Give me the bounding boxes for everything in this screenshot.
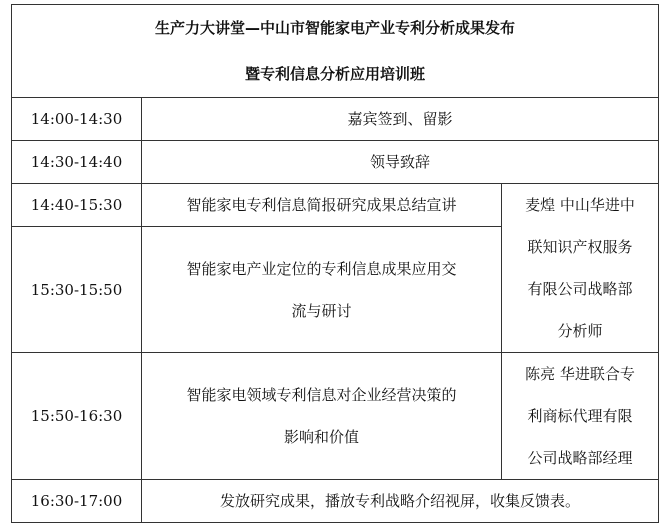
topic-line: 影响和价值 <box>283 428 359 446</box>
table-row <box>12 98 659 141</box>
speaker-line: 有限公司战略部 <box>527 280 633 298</box>
topic-cell: 发放研究成果，播放专利战略介绍视屏，收集反馈表。 <box>142 480 659 523</box>
table-row <box>12 480 659 523</box>
title-line-2: 暨专利信息分析应用培训班 <box>245 65 426 83</box>
title-line-1: 生产力大讲堂—中山市智能家电产业专利分析成果发布 <box>155 19 516 37</box>
schedule-title <box>12 5 659 98</box>
topic-cell <box>142 227 502 353</box>
speaker-line: 分析师 <box>557 322 603 340</box>
speaker-line: 利商标代理有限 <box>527 407 633 425</box>
topic-cell: 嘉宾签到、留影 <box>142 98 659 141</box>
time-cell: 14:00-14:30 <box>12 98 142 141</box>
speaker-line: 联知识产权服务 <box>527 238 633 256</box>
time-cell: 16:30-17:00 <box>12 480 142 523</box>
speaker-line: 公司战略部经理 <box>527 449 633 467</box>
speaker-cell <box>502 184 659 353</box>
time-cell: 15:30-15:50 <box>12 227 142 353</box>
table-row <box>12 141 659 184</box>
speaker-line: 麦煌 中山华进中 <box>525 196 635 214</box>
topic-cell: 智能家电专利信息简报研究成果总结宣讲 <box>142 184 502 227</box>
speaker-line: 陈亮 华进联合专 <box>525 365 635 383</box>
speaker-cell <box>502 353 659 480</box>
schedule-table <box>11 4 659 523</box>
topic-cell <box>142 353 502 480</box>
time-cell: 14:40-15:30 <box>12 184 142 227</box>
topic-line: 流与研讨 <box>291 301 352 320</box>
topic-line: 智能家电产业定位的专利信息成果应用交 <box>186 259 457 278</box>
time-cell: 15:50-16:30 <box>12 353 142 480</box>
topic-cell: 领导致辞 <box>142 141 659 184</box>
table-row <box>12 184 659 227</box>
table-row <box>12 353 659 480</box>
topic-line: 智能家电领域专利信息对企业经营决策的 <box>186 386 457 404</box>
time-cell: 14:30-14:40 <box>12 141 142 184</box>
